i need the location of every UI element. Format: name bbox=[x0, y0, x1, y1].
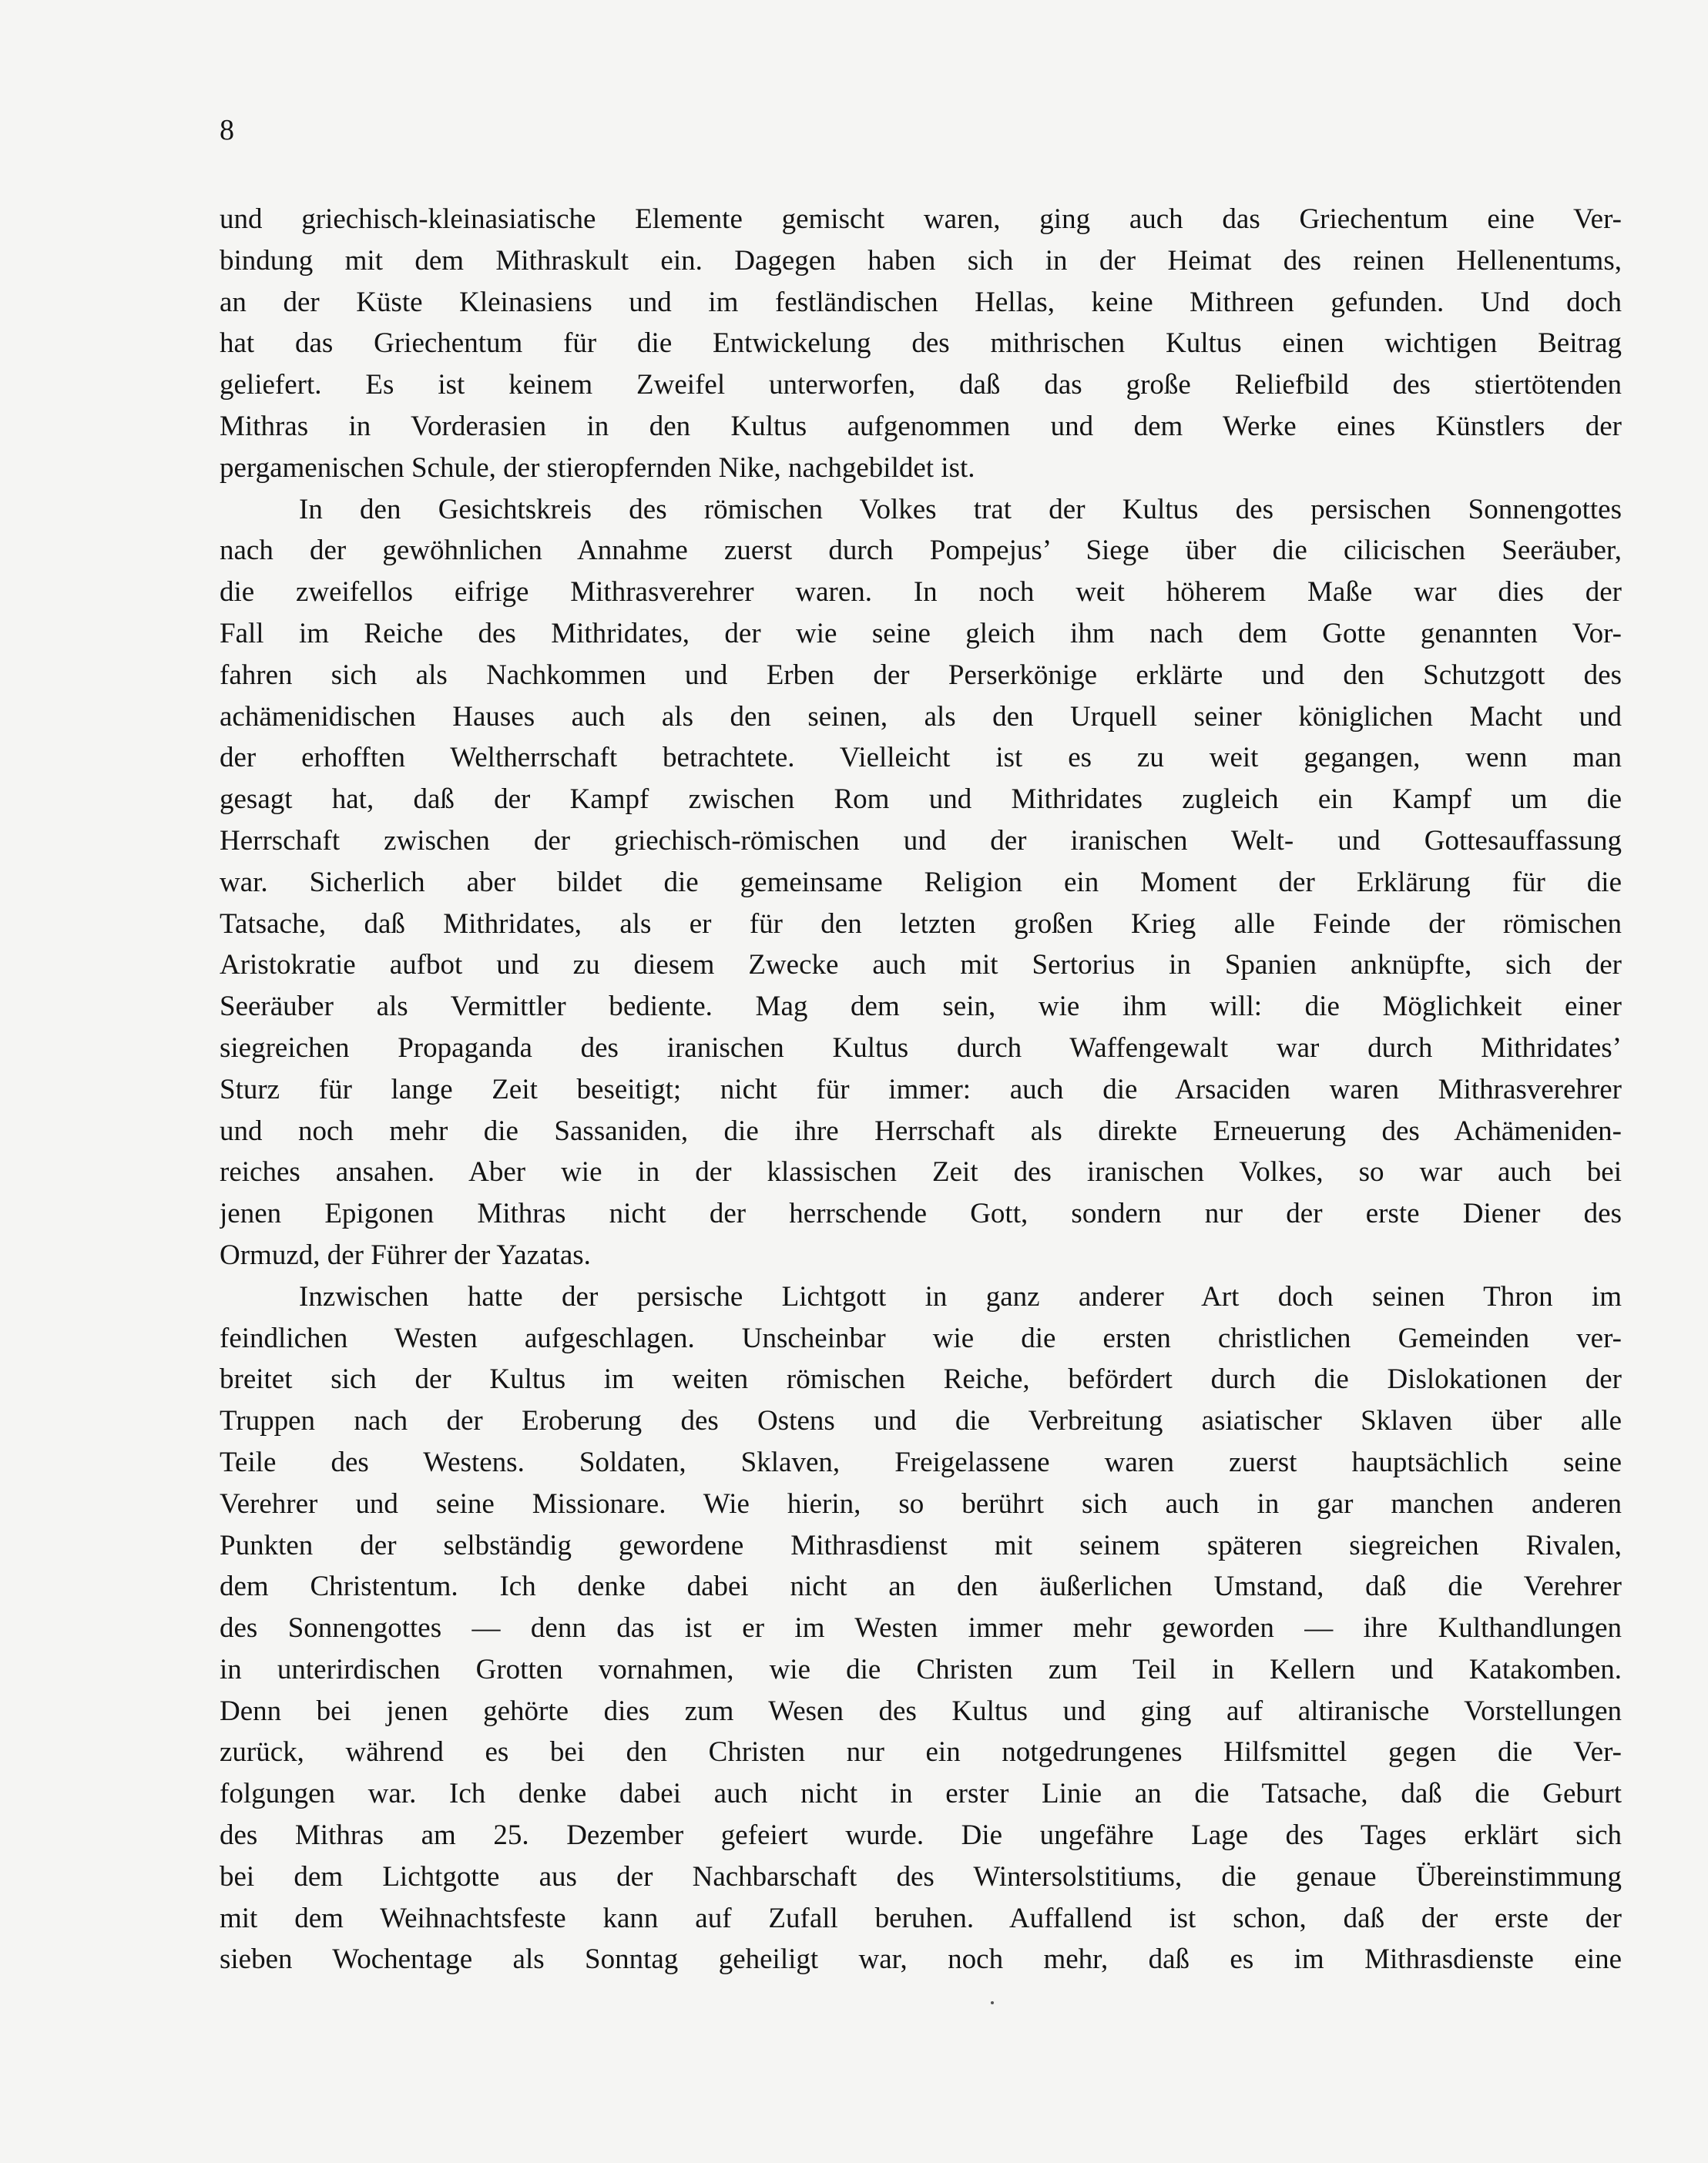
text-line: war. Sicherlich aber bildet die gemeinsame Religion ein Moment der Erklärung für die bbox=[220, 866, 1622, 898]
text-line: und noch mehr die Sassaniden, die ihre Herrschaft als direkte Erneuerung des Achämeniden- bbox=[220, 1115, 1622, 1147]
text-line: der erhofften Weltherrschaft betrachtete. Vielleicht ist es zu weit gegangen, wenn man bbox=[220, 742, 1622, 774]
text-line: Seeräuber als Vermittler bediente. Mag dem sein, wie ihm will: die Möglichkeit einer bbox=[220, 991, 1622, 1023]
body-text bbox=[220, 199, 1622, 1980]
text-line: in unterirdischen Grotten vornahmen, wie die Christen zum Teil in Kellern und Katakomben. bbox=[220, 1653, 1622, 1685]
text-line: Fall im Reiche des Mithridates, der wie seine gleich ihm nach dem Gotte genannten Vor- bbox=[220, 617, 1622, 649]
text-line: Herrschaft zwischen der griechisch-römischen und der iranischen Welt- und Gottesauffassung bbox=[220, 824, 1622, 857]
text-line: zurück, während es bei den Christen nur ein notgedrungenes Hilfsmittel gegen die Ver- bbox=[220, 1736, 1622, 1769]
text-line: siegreichen Propaganda des iranischen Kultus durch Waffengewalt war durch Mithridates’ bbox=[220, 1031, 1622, 1064]
text-line: dem Christentum. Ich denke dabei nicht an den äußerlichen Umstand, daß die Verehrer bbox=[220, 1571, 1622, 1603]
text-line: jenen Epigonen Mithras nicht der herrschende Gott, sondern nur der erste Diener des bbox=[220, 1198, 1622, 1230]
text-line: Mithras in Vorderasien in den Kultus aufgenommen und dem Werke eines Künstlers der bbox=[220, 410, 1622, 442]
text-line: sieben Wochentage als Sonntag geheiligt war, noch mehr, daß es im Mithrasdienste eine bbox=[220, 1943, 1622, 1976]
text-line: folgungen war. Ich denke dabei auch nicht in erster Linie an die Tatsache, daß die Geburt bbox=[220, 1778, 1622, 1810]
text-line: Punkten der selbständig gewordene Mithrasdienst mit seinem späteren siegreichen Rivalen, bbox=[220, 1529, 1622, 1561]
text-line: Ormuzd, der Führer der Yazatas. bbox=[220, 1239, 591, 1271]
text-line: mit dem Weihnachtsfeste kann auf Zufall beruhen. Auffallend ist schon, daß der erste der bbox=[220, 1902, 1622, 1934]
text-line: des Mithras am 25. Dezember gefeiert wurde. Die ungefähre Lage des Tages erklärt sich bbox=[220, 1819, 1622, 1852]
text-line: an der Küste Kleinasiens und im festländischen Hellas, keine Mithreen gefunden. Und doch bbox=[220, 286, 1622, 318]
text-line: achämenidischen Hauses auch als den seinen, als den Urquell seiner königlichen Macht und bbox=[220, 700, 1622, 733]
text-line: und griechisch-kleinasiatische Elemente gemischt waren, ging auch das Griechentum eine Ver- bbox=[220, 203, 1622, 235]
text-line: die zweifellos eifrige Mithrasverehrer waren. In noch weit höherem Maße war dies der bbox=[220, 576, 1622, 609]
text-line: nach der gewöhnlichen Annahme zuerst durch Pompejus’ Siege über die cilicischen Seeräuber, bbox=[220, 535, 1622, 567]
text-line: Aristokratie aufbot und zu diesem Zwecke auch mit Sertorius in Spanien anknüpfte, sich der bbox=[220, 949, 1622, 981]
text-line: pergamenischen Schule, der stieropfernden Nike, nachgebildet ist. bbox=[220, 451, 975, 484]
print-speck bbox=[991, 2001, 994, 2004]
text-line: bei dem Lichtgotte aus der Nachbarschaft des Wintersolstitiums, die genaue Übereinstimmung bbox=[220, 1860, 1622, 1893]
text-line: Inzwischen hatte der persische Lichtgott in ganz anderer Art doch seinen Thron im bbox=[299, 1280, 1622, 1313]
text-line: Teile des Westens. Soldaten, Sklaven, Freigelassene waren zuerst hauptsächlich seine bbox=[220, 1446, 1622, 1478]
text-line: reiches ansahen. Aber wie in der klassischen Zeit des iranischen Volkes, so war auch bei bbox=[220, 1156, 1622, 1189]
text-line: hat das Griechentum für die Entwickelung des mithrischen Kultus einen wichtigen Beitrag bbox=[220, 327, 1622, 360]
text-line: In den Gesichtskreis des römischen Volkes trat der Kultus des persischen Sonnengottes bbox=[299, 493, 1622, 525]
text-line: Sturz für lange Zeit beseitigt; nicht für immer: auch die Arsaciden waren Mithrasverehrer bbox=[220, 1073, 1622, 1105]
text-line: Tatsache, daß Mithridates, als er für den letzten großen Krieg alle Feinde der römischen bbox=[220, 907, 1622, 940]
text-line: feindlichen Westen aufgeschlagen. Unscheinbar wie die ersten christlichen Gemeinden ver- bbox=[220, 1322, 1622, 1354]
text-line: Truppen nach der Eroberung des Ostens und die Verbreitung asiatischer Sklaven über alle bbox=[220, 1405, 1622, 1437]
text-line: breitet sich der Kultus im weiten römischen Reiche, befördert durch die Dislokationen der bbox=[220, 1363, 1622, 1396]
text-line: bindung mit dem Mithraskult ein. Dagegen haben sich in der Heimat des reinen Hellenentums, bbox=[220, 244, 1622, 277]
text-line: des Sonnengottes — denn das ist er im Westen immer mehr geworden — ihre Kulthandlungen bbox=[220, 1612, 1622, 1645]
text-line: Verehrer und seine Missionare. Wie hierin, so berührt sich auch in gar manchen anderen bbox=[220, 1487, 1622, 1520]
text-line: gesagt hat, daß der Kampf zwischen Rom und Mithridates zugleich ein Kampf um die bbox=[220, 783, 1622, 816]
text-line: Denn bei jenen gehörte dies zum Wesen des Kultus und ging auf altiranische Vorstellungen bbox=[220, 1695, 1622, 1727]
page-number: 8 bbox=[220, 114, 234, 146]
text-line: fahren sich als Nachkommen und Erben der Perserkönige erklärte und den Schutzgott des bbox=[220, 659, 1622, 691]
text-line: geliefert. Es ist keinem Zweifel unterworfen, daß das große Reliefbild des stiertötenden bbox=[220, 369, 1622, 401]
